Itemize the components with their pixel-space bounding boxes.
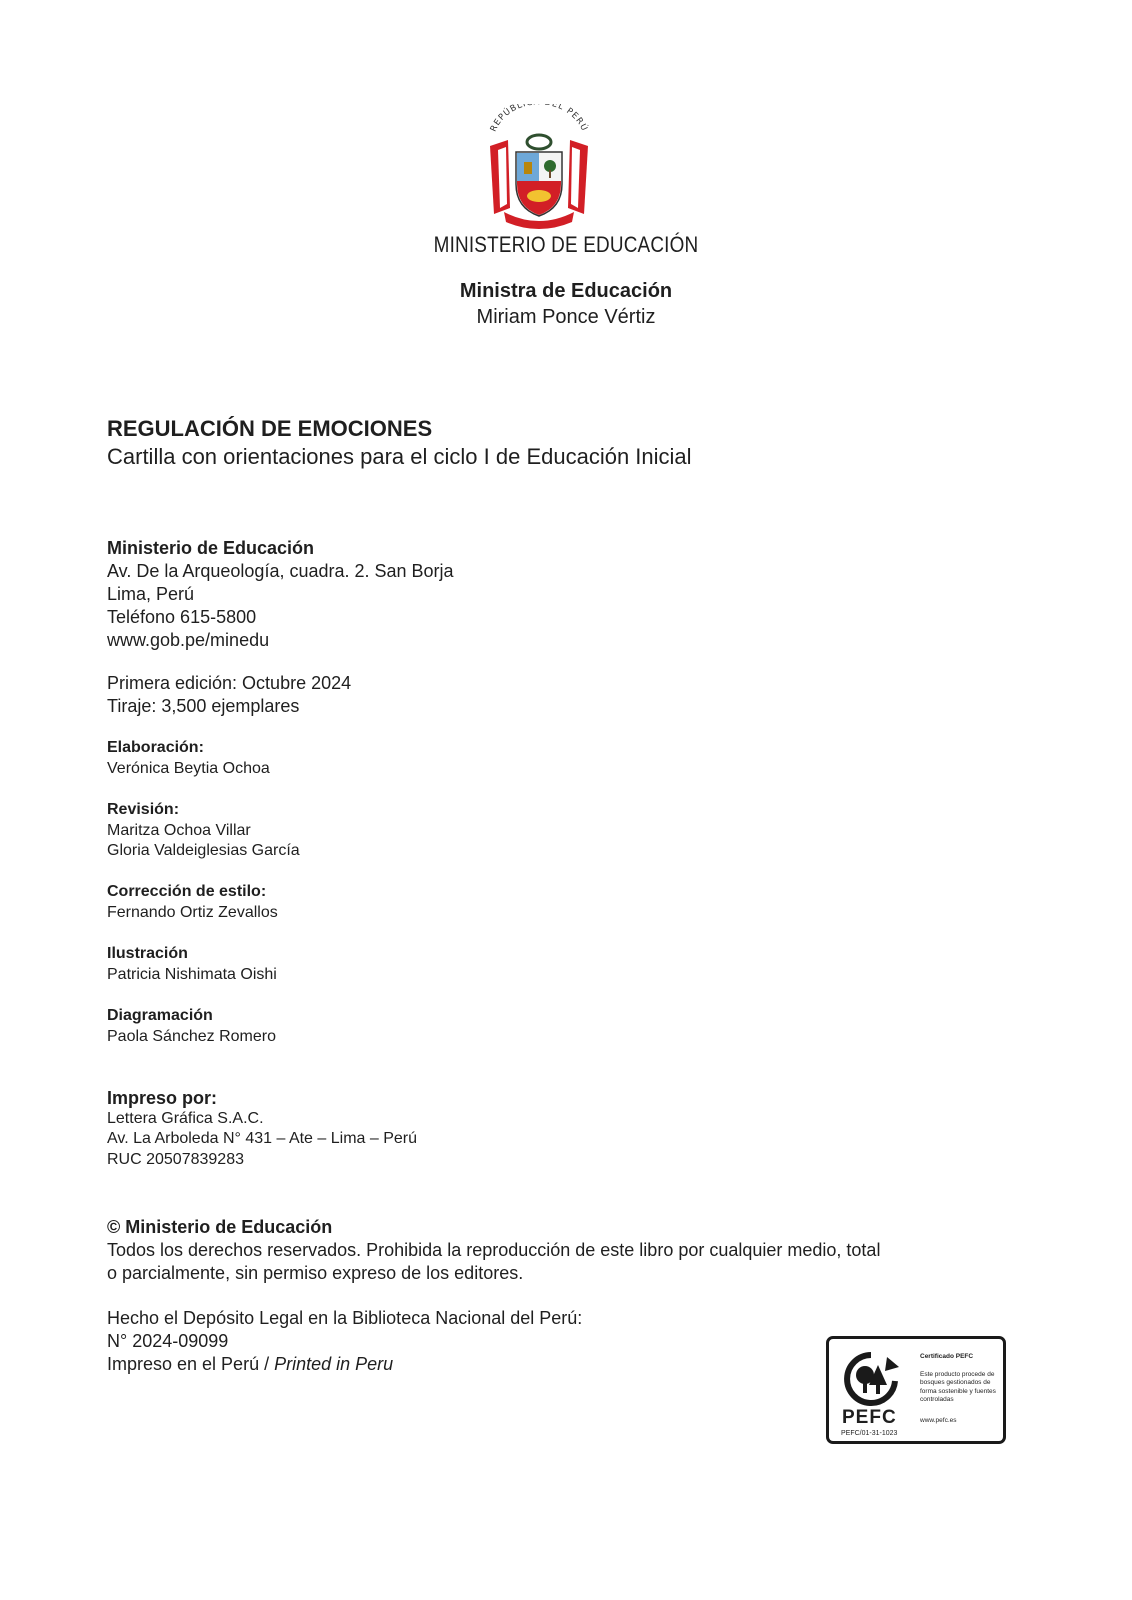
- book-subtitle: Cartilla con orientaciones para el ciclo I de Educación Inicial: [107, 444, 692, 469]
- edition-block: [107, 672, 351, 718]
- legal-number: N° 2024-09099: [107, 1331, 229, 1351]
- printed-in-en: Printed in Peru: [274, 1354, 394, 1374]
- credit-elaboracion: [107, 738, 270, 779]
- credit-name: Verónica Beytia Ochoa: [107, 759, 270, 777]
- pefc-code: PEFC/01-31-1023: [841, 1430, 898, 1437]
- publisher-block: [107, 537, 454, 652]
- credit-name: Maritza Ochoa Villar: [107, 821, 251, 839]
- credit-correccion: [107, 882, 278, 923]
- pefc-title: Certificado PEFC: [920, 1353, 974, 1360]
- emblem-arc-text: REPÚBLI EL PERÚ: [488, 104, 590, 134]
- printer-label: Impreso por:: [107, 1088, 218, 1108]
- printed-in: [107, 1353, 582, 1376]
- credit-name: Fernando Ortiz Zevallos: [107, 903, 278, 921]
- printer-ruc: RUC 20507839283: [107, 1150, 244, 1168]
- minister-role: Ministra de Educación: [459, 280, 673, 302]
- ministry-title: MINISTERIO DE EDUCACIÓN: [433, 232, 699, 257]
- publisher-name: Ministerio de Educación: [107, 538, 315, 558]
- legal-deposit-block: [107, 1307, 582, 1376]
- legal-deposit: Hecho el Depósito Legal en la Biblioteca Nacional del Perú:: [107, 1308, 583, 1328]
- coat-of-arms-emblem: [486, 104, 592, 232]
- edition-first: Primera edición: Octubre 2024: [107, 673, 352, 693]
- copyright-text-line1: Todos los derechos reservados. Prohibida la reproducción de este libro por cualquier medio, total: [107, 1240, 881, 1260]
- minister-name: Miriam Ponce Vértiz: [476, 306, 656, 328]
- copyright-holder: © Ministerio de Educación: [107, 1217, 333, 1237]
- credit-revision: [107, 800, 300, 862]
- printer-name: Lettera Gráfica S.A.C.: [107, 1109, 264, 1127]
- publisher-web: www.gob.pe/minedu: [107, 630, 270, 650]
- credit-name: Paola Sánchez Romero: [107, 1027, 276, 1045]
- credit-diagramacion: [107, 1006, 276, 1047]
- credit-ilustracion: [107, 944, 277, 985]
- printer-address: Av. La Arboleda N° 431 – Ate – Lima – Perú: [107, 1130, 418, 1147]
- publisher-address: Av. De la Arqueología, cuadra. 2. San Borja: [107, 561, 454, 581]
- credit-role: Ilustración: [107, 945, 188, 962]
- credit-role: Diagramación: [107, 1007, 213, 1024]
- pefc-certification-box: [826, 1336, 1006, 1444]
- pefc-url: www.pefc.es: [920, 1416, 957, 1424]
- publisher-city: Lima, Perú: [107, 584, 195, 604]
- credit-name: Gloria Valdeiglesias García: [107, 842, 300, 859]
- publisher-phone: Teléfono 615-5800: [107, 607, 257, 627]
- credit-role: Corrección de estilo:: [107, 883, 267, 900]
- pefc-tree-icon: [841, 1351, 901, 1407]
- credit-role: Revisión:: [107, 801, 180, 818]
- pefc-info: [920, 1353, 1005, 1425]
- credit-name: Patricia Nishimata Oishi: [107, 965, 277, 983]
- printed-in-es: Impreso en el Perú /: [107, 1354, 275, 1374]
- copyright-block: [107, 1216, 967, 1285]
- edition-print-run: Tiraje: 3,500 ejemplares: [107, 696, 300, 716]
- printer-block: [107, 1088, 417, 1170]
- svg-text:REPÚBLICA DEL PERÚ: [489, 104, 591, 133]
- pefc-logo-word: PEFC: [842, 1407, 897, 1428]
- pefc-description: Este producto procede de bosques gestionados de forma sostenible y fuentes controladas: [920, 1370, 996, 1403]
- credit-role: Elaboración:: [107, 739, 204, 756]
- copyright-text-line2: o parcialmente, sin permiso expreso de los editores.: [107, 1263, 524, 1283]
- book-title: REGULACIÓN DE EMOCIONES: [107, 416, 433, 441]
